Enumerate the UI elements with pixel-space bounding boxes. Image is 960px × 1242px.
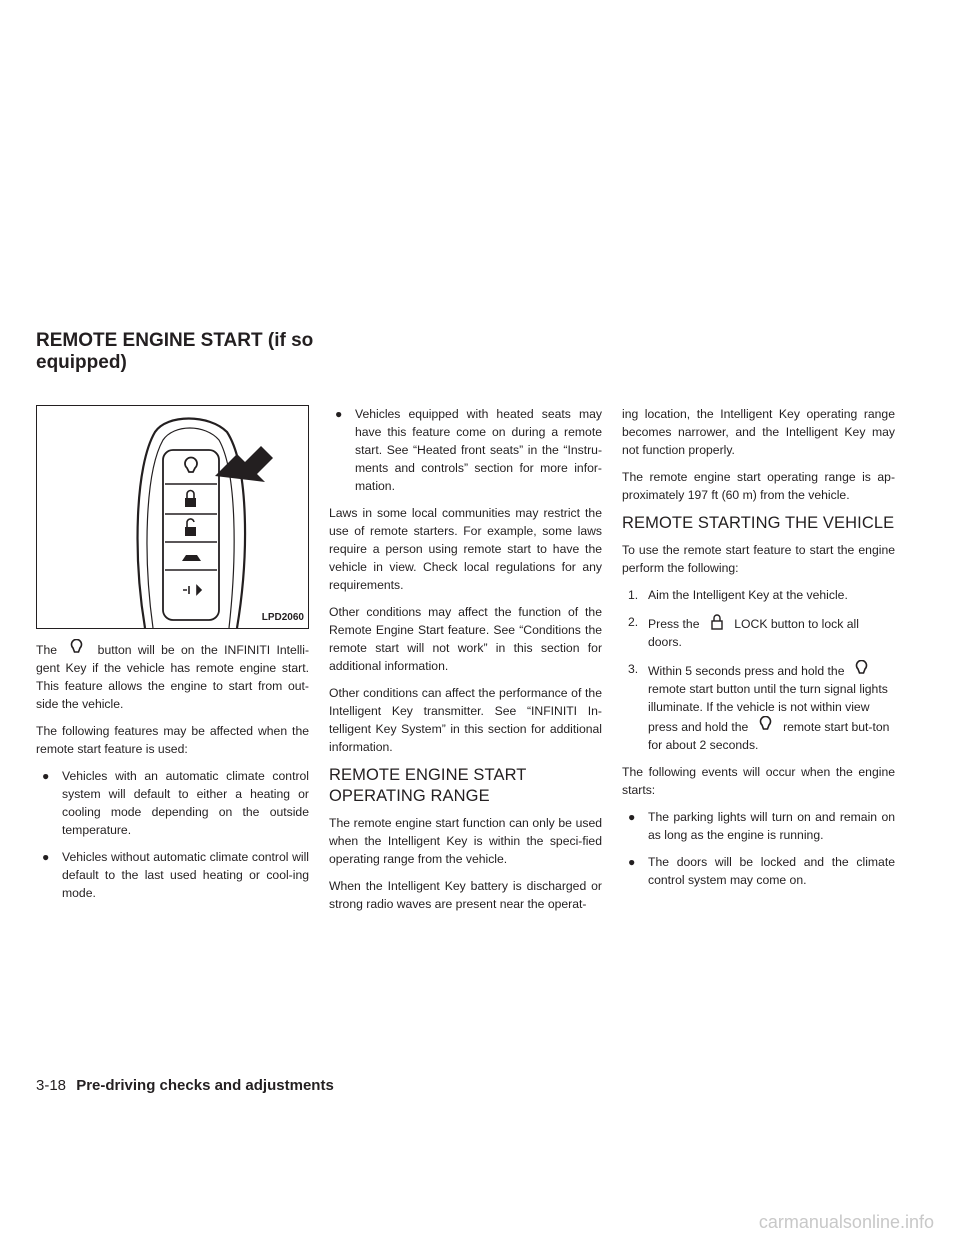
remote-starting-heading: REMOTE STARTING THE VEHICLE xyxy=(622,514,895,532)
watermark: carmanualsonline.info xyxy=(758,1212,934,1232)
page-footer xyxy=(36,1076,334,1096)
remote-start-icon xyxy=(755,716,777,734)
bullet-dot: ● xyxy=(628,855,636,869)
step-text-pre: Press the xyxy=(648,617,700,631)
column-3 xyxy=(622,405,895,898)
column-1 xyxy=(36,405,309,911)
bullet-dot: ● xyxy=(335,407,343,421)
step-item xyxy=(622,586,895,604)
paragraph: The remote engine start operating range is ap-proximately 197 ft (60 m) from the vehicle. xyxy=(622,470,895,502)
paragraph: To use the remote start feature to start the engine perform the following: xyxy=(622,543,895,575)
list-item xyxy=(36,767,309,839)
bullet-text: The doors will be locked and the climate control system may come on. xyxy=(648,855,895,887)
intro-text-pre: The xyxy=(36,643,58,657)
step-number: 1. xyxy=(628,588,639,602)
list-item xyxy=(36,848,309,902)
intro-text-post: button will be on the INFINITI Intelli-gent Key if the vehicle has remote engine start. This feature allows the engine to start from out-side the vehicle. xyxy=(36,643,309,711)
bullet-dot: ● xyxy=(42,769,50,783)
key-fob-figure xyxy=(36,405,309,629)
step-text-mid: remote start button until the turn signal lights illuminate. If the vehicle is not within view press and hold the xyxy=(648,682,888,734)
paragraph: ing location, the Intelligent Key operating range becomes narrower, and the Intelligent Key may not function properly. xyxy=(622,407,895,457)
lock-icon xyxy=(706,613,728,631)
list-item xyxy=(622,853,895,889)
intro-paragraph xyxy=(36,639,309,713)
step-number: 3. xyxy=(628,662,639,676)
operating-range-heading: REMOTE ENGINE START OPERATING RANGE xyxy=(329,766,527,805)
column-2 xyxy=(329,405,602,922)
bullet-dot: ● xyxy=(628,810,636,824)
step-text-post: remote start but-ton for about 2 seconds. xyxy=(648,720,890,752)
paragraph: When the Intelligent Key battery is discharged or strong radio waves are present near the operat- xyxy=(329,879,602,911)
paragraph: Other conditions may affect the function of the Remote Engine Start feature. See “Conditions the remote start will not work” in this section for additional information. xyxy=(329,605,602,673)
step-text: Aim the Intelligent Key at the vehicle. xyxy=(648,588,848,602)
page-number: 3-18 xyxy=(36,1077,67,1094)
key-fob-illustration xyxy=(37,406,308,628)
bullet-text: Vehicles with an automatic climate control system will default to either a heating or cooling mode depending on the outside temperature. xyxy=(62,769,309,837)
paragraph: The following events will occur when the engine starts: xyxy=(622,765,895,797)
step-text-pre: Within 5 seconds press and hold the xyxy=(648,664,845,678)
step-text-post: LOCK button to lock all doors. xyxy=(648,617,859,649)
bullet-text: Vehicles without automatic climate control will default to the last used heating or cool-ing mode. xyxy=(62,850,309,900)
bullet-dot: ● xyxy=(42,850,50,864)
chapter-title: Pre-driving checks and adjustments xyxy=(76,1077,334,1094)
remote-start-icon xyxy=(851,660,873,678)
bullet-text: The parking lights will turn on and remain on as long as the engine is running. xyxy=(648,810,895,842)
paragraph: Other conditions can affect the performance of the Intelligent Key transmitter. See “INFINITI In-telligent Key System” in this section for additional information. xyxy=(329,686,602,754)
step-item xyxy=(622,613,895,651)
remote-start-icon xyxy=(66,639,88,657)
figure-label: LPD2060 xyxy=(260,609,306,627)
paragraph: The remote engine start function can only be used when the Intelligent Key is within the speci-fied operating range from the vehicle. xyxy=(329,816,602,866)
list-item xyxy=(329,405,602,495)
step-number: 2. xyxy=(628,615,639,629)
bullet-text: Vehicles equipped with heated seats may have this feature come on during a remote start. See “Heated front seats” in the “Instru-ments and controls” section for more infor-mation. xyxy=(355,407,602,493)
step-item xyxy=(622,660,895,754)
list-item xyxy=(622,808,895,844)
paragraph: Laws in some local communities may restrict the use of remote starters. For example, some laws require a person using remote start to have the vehicle in view. Check local regulations for any requirements. xyxy=(329,506,602,592)
section-title: REMOTE ENGINE START (if so equipped) xyxy=(36,330,314,373)
affected-intro: The following features may be affected when the remote start feature is used: xyxy=(36,724,309,756)
